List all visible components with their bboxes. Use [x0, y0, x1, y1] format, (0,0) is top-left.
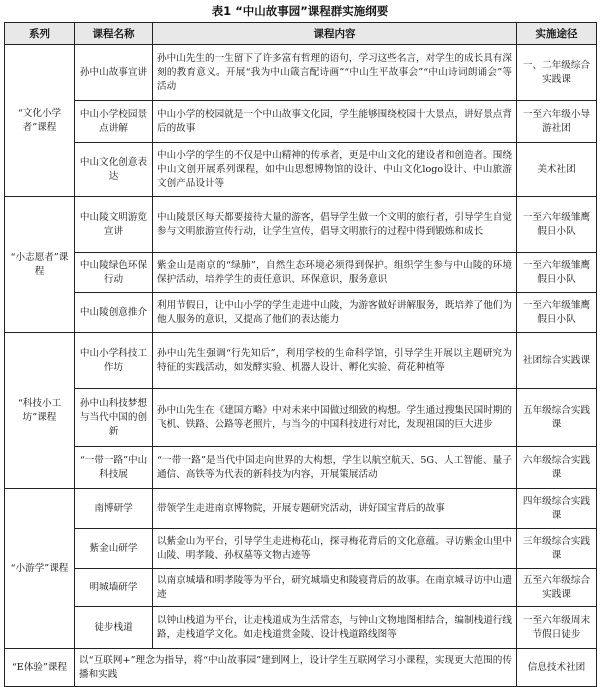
implementation-cell: 三年级综合实践课	[517, 529, 597, 569]
course-name-cell: 紫金山研学	[75, 529, 153, 569]
series-cell: “小游学”课程	[5, 489, 75, 649]
table-caption: 表1 “中山故事园”课程群实施纲要	[211, 4, 389, 18]
course-name-cell: 中山小学科技工作坊	[75, 333, 153, 389]
series-cell: “E体验”课程	[5, 649, 75, 687]
course-content-cell: 中山小学的学生的不仅是中山精神的传承者，更是中山文化的建设者和创造者。围绕中山文创开展系列课程，如中山思想博物馆的设计、中山文化logo设计、中山旅游文创产品设计等	[153, 143, 517, 197]
implementation-cell: 一至六年级雏鹰假日小队	[517, 293, 597, 333]
course-name-cell: 中山陵创意推介	[75, 293, 153, 333]
implementation-cell: 一至六年级小导游社团	[517, 101, 597, 143]
implementation-cell: 五年级综合实践课	[517, 389, 597, 447]
course-name-cell: “一带一路”中山科技展	[75, 447, 153, 489]
series-cell: “小志愿者”课程	[5, 197, 75, 333]
course-name-cell: 中山文化创意表达	[75, 143, 153, 197]
course-name-cell: 徒步栈道	[75, 607, 153, 649]
implementation-cell: 四年级综合实践课	[517, 489, 597, 529]
course-content-cell: 孙中山先生的一生留下了许多富有哲理的语句，学习这些名言，对学生的成长具有深刻的教育意义。开展“我为中山箴言配诗画”“中山生平故事会”“中山诗词朗诵会”等活动	[153, 45, 517, 101]
course-content-cell: 紫金山是南京的“绿肺”，自然生态环境必须得到保护。组织学生参与中山陵的环境保护活动，培养学生的责任意识、环保意识，服务意识	[153, 253, 517, 293]
implementation-cell: 六年级综合实践课	[517, 447, 597, 489]
course-content-cell: 带领学生走进南京博物院，开展专题研究活动，讲好国宝背后的故事	[153, 489, 517, 529]
implementation-cell: 五至六年级综合实践课	[517, 569, 597, 607]
course-content-cell: “一带一路”是当代中国走向世界的大构想，学生以航空航天、5G、人工智能、量子通信、高铁等为代表的新科技为内容，开展策展活动	[153, 447, 517, 489]
implementation-cell: 社团综合实践课	[517, 333, 597, 389]
table-row	[5, 253, 597, 293]
course-content-cell: 以南京城墙和明孝陵等为平台，研究城墙史和陵寝背后的故事。在南京城寻访中山遗迹	[153, 569, 517, 607]
header-course-name: 课程名称	[75, 23, 153, 45]
course-content-cell: 以“互联网+”理念为指导，将“中山故事园”建到网上，设计学生互联网学习小课程，实现更大范围的传播和实践	[75, 649, 517, 687]
header-series: 系列	[5, 23, 75, 45]
table-row	[5, 293, 597, 333]
course-name-cell: 中山小学校园景点讲解	[75, 101, 153, 143]
implementation-cell: 一至六年级雏鹰假日小队	[517, 253, 597, 293]
table-row	[5, 389, 597, 447]
course-content-cell: 以紫金山为平台，引导学生走进梅花山，探寻梅花背后的文化意蕴。寻访紫金山里中山陵、明孝陵、孙权墓等文物古迹等	[153, 529, 517, 569]
table-row	[5, 607, 597, 649]
course-content-cell: 孙中山先生强调“行先知后”，利用学校的生命科学馆，引导学生开展以主题研究为特征的实践活动，如发酵实验、机器人设计、孵化实验、荷花种植等	[153, 333, 517, 389]
implementation-cell: 一至六年级周末节假日徒步	[517, 607, 597, 649]
course-name-cell: 孙中山故事宣讲	[75, 45, 153, 101]
implementation-cell: 一至六年级雏鹰假日小队	[517, 197, 597, 253]
curriculum-table	[4, 22, 597, 687]
course-name-cell: 孙中山科技梦想与当代中国的创新	[75, 389, 153, 447]
course-content-cell: 利用节假日，让中山小学的学生走进中山陵，为游客做好讲解服务，既培养了他们为他人服务的意识，又提高了他们的表达能力	[153, 293, 517, 333]
implementation-cell: 美术社团	[517, 143, 597, 197]
table-row	[5, 529, 597, 569]
table-row	[5, 333, 597, 389]
course-name-cell: 中山陵绿色环保行动	[75, 253, 153, 293]
implementation-cell: 一、二年级综合实践课	[517, 45, 597, 101]
table-row	[5, 197, 597, 253]
course-content-cell: 中山陵景区每天都要接待大量的游客，倡导学生做一个文明的旅行者，引导学生自觉参与文明旅游宣传行动，让学生宣传，倡导文明旅行的过程中得到锻炼和成长	[153, 197, 517, 253]
header-implementation: 实施途径	[517, 23, 597, 45]
header-row	[5, 23, 597, 45]
series-cell: “科技小工坊”课程	[5, 333, 75, 489]
course-name-cell: 中山陵文明游览宣讲	[75, 197, 153, 253]
implementation-cell: 信息技术社团	[517, 649, 597, 687]
course-content-cell: 以钟山栈道为平台，让走栈道成为生活常态，与钟山文物地图相结合，编制栈道行线路，走栈道学文化。如走栈道赏金陵、设计栈道路线图等	[153, 607, 517, 649]
course-content-cell: 中山小学的校园就是一个中山故事文化园，学生能够围绕校园十大景点，讲好景点背后的故事	[153, 101, 517, 143]
course-name-cell: 明城墙研学	[75, 569, 153, 607]
header-course-content: 课程内容	[153, 23, 517, 45]
table-row	[5, 143, 597, 197]
table-row	[5, 649, 597, 687]
table-row	[5, 447, 597, 489]
series-cell: “文化小学者”课程	[5, 45, 75, 197]
table-row	[5, 45, 597, 101]
table-row	[5, 489, 597, 529]
table-row	[5, 569, 597, 607]
table-row	[5, 101, 597, 143]
course-content-cell: 孙中山先生在《建国方略》中对未来中国做过细致的构想。学生通过搜集民国时期的飞机、铁路、公路等老照片，与当今的中国科技进行对比，发现祖国的巨大进步	[153, 389, 517, 447]
course-name-cell: 南博研学	[75, 489, 153, 529]
